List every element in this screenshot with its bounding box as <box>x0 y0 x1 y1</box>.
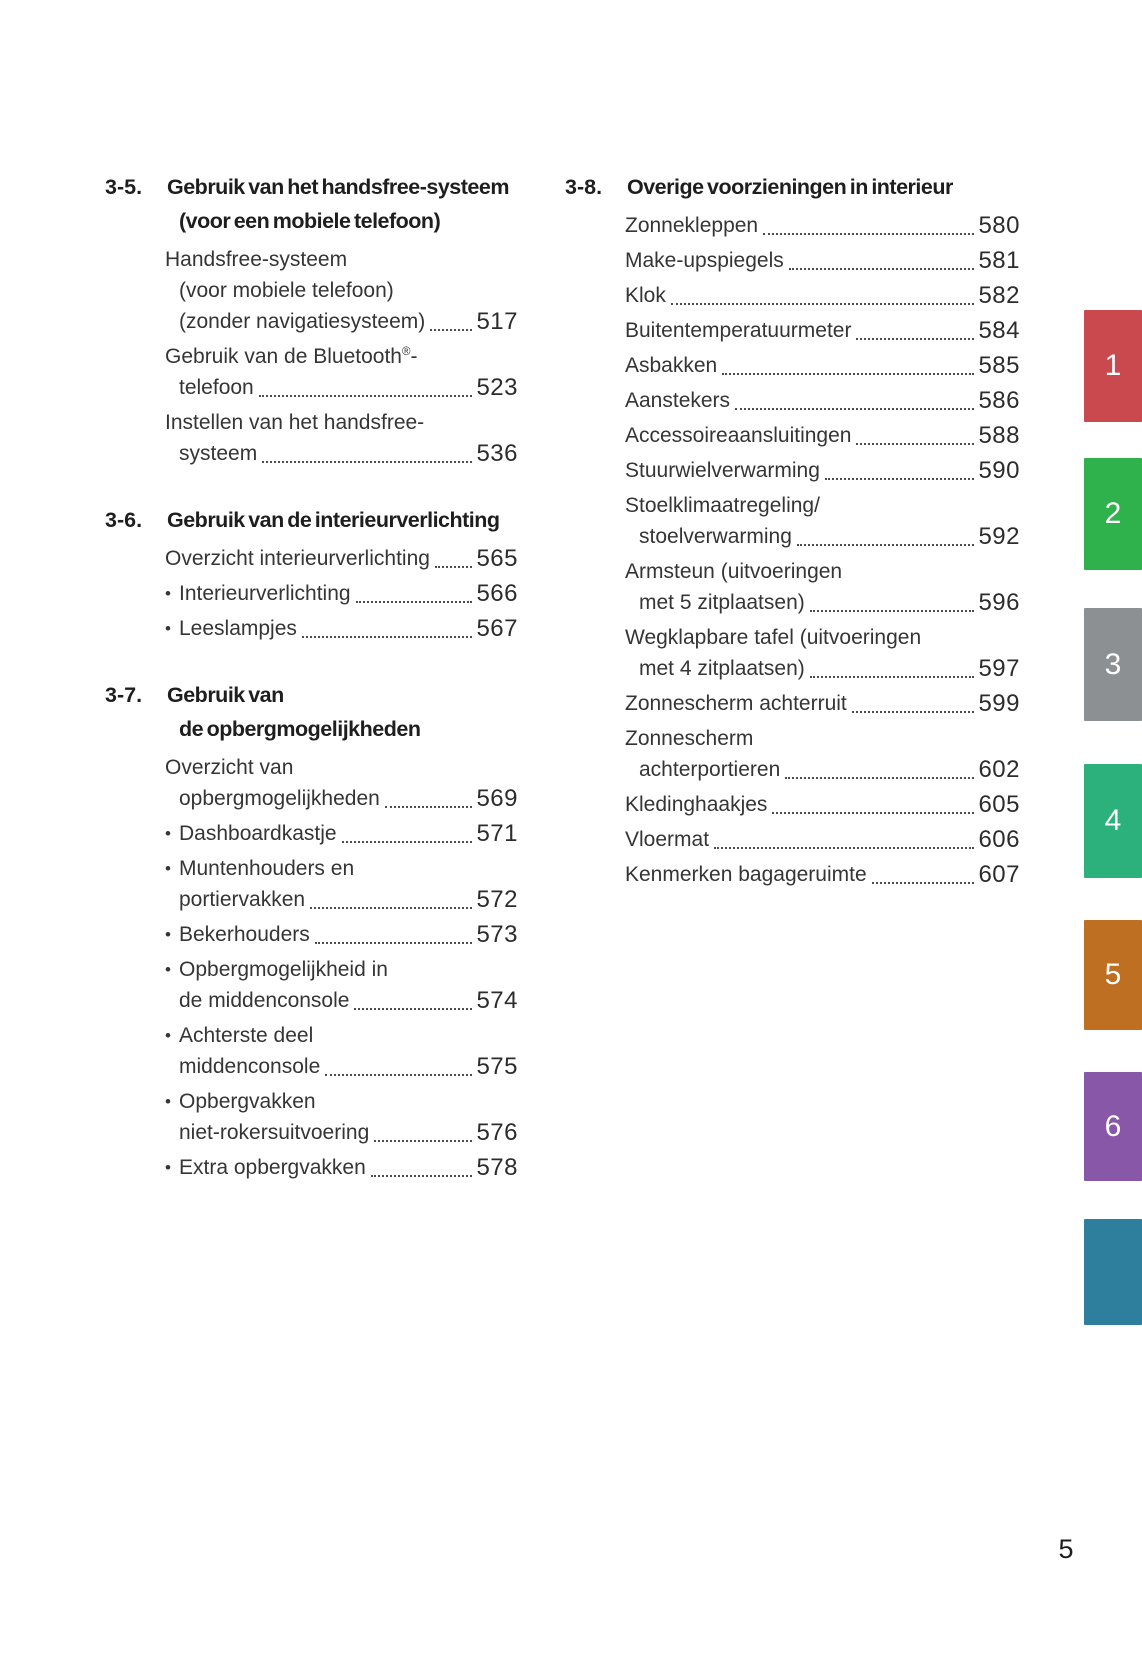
entry-page-number: 588 <box>978 422 1020 449</box>
entry-line <box>165 985 518 1016</box>
entry-line <box>625 587 1020 618</box>
toc-entry <box>625 556 1020 618</box>
toc-entry <box>165 341 518 403</box>
entry-line <box>165 275 518 306</box>
entry-text: Stoelklimaatregeling/ <box>625 494 820 517</box>
chapter-tab-label: 4 <box>1104 804 1122 837</box>
entry-text: • Extra opbergvakken <box>165 1152 366 1183</box>
section-entries <box>565 210 1020 890</box>
entry-page-number: 596 <box>978 589 1020 616</box>
dot-leader <box>342 841 473 843</box>
dot-leader <box>374 1140 472 1142</box>
chapter-tab-6 <box>1084 1072 1142 1181</box>
dot-leader <box>763 233 974 235</box>
entry-text: Overzicht van <box>165 756 294 779</box>
dot-leader <box>371 1175 473 1177</box>
toc-entry <box>165 853 518 915</box>
toc-entry <box>625 688 1020 719</box>
entry-text: Buitentemperatuurmeter <box>625 319 852 342</box>
section-title <box>167 170 518 238</box>
dot-leader <box>310 907 472 909</box>
toc-entry <box>625 622 1020 684</box>
bullet-marker: • <box>165 619 171 638</box>
dot-leader <box>262 461 472 463</box>
entry-line <box>165 783 518 814</box>
entry-text: middenconsole <box>179 1055 321 1078</box>
entry-page-number: 567 <box>476 615 518 642</box>
entry-line <box>165 306 518 337</box>
entry-page-number: 605 <box>978 791 1020 818</box>
dot-leader <box>722 373 974 375</box>
entry-page-number: 597 <box>978 655 1020 682</box>
toc-entry <box>165 543 518 574</box>
entry-line <box>165 818 518 849</box>
chapter-tab-5 <box>1084 920 1142 1030</box>
section-title-line: Overige voorzieningen in interieur <box>627 175 953 199</box>
toc-entry <box>165 1086 518 1148</box>
bullet-marker: • <box>165 1158 171 1177</box>
entry-page-number: 606 <box>978 826 1020 853</box>
entry-text: (zonder navigatiesysteem) <box>179 310 426 333</box>
dot-leader <box>856 338 974 340</box>
entry-line <box>165 884 518 915</box>
entry-text: de middenconsole <box>179 989 350 1012</box>
entry-line <box>165 1117 518 1148</box>
entry-text: achterportieren <box>639 758 781 781</box>
entry-page-number: 566 <box>476 580 518 607</box>
entry-text: Aanstekers <box>625 389 731 412</box>
entry-text: Vloermat <box>625 828 710 851</box>
dot-leader <box>430 329 472 331</box>
entry-line <box>625 455 1020 486</box>
bullet-marker: • <box>165 1026 171 1045</box>
dot-leader <box>825 478 975 480</box>
dot-leader <box>735 408 974 410</box>
entry-line <box>625 490 1020 521</box>
toc-entry <box>165 578 518 609</box>
toc-entry <box>625 210 1020 241</box>
entry-text: systeem <box>179 442 258 465</box>
section-number: 3-8. <box>565 175 603 199</box>
entry-line <box>165 919 518 950</box>
entry-line <box>625 754 1020 785</box>
entry-page-number: 582 <box>978 282 1020 309</box>
entry-text: Kenmerken bagageruimte <box>625 863 867 886</box>
entry-page-number: 592 <box>978 523 1020 550</box>
entry-line <box>165 954 518 985</box>
entry-page-number: 571 <box>476 820 518 847</box>
entry-line <box>165 1152 518 1183</box>
dot-leader <box>872 882 975 884</box>
entry-line <box>165 438 518 469</box>
toc-column-right <box>565 170 1020 924</box>
toc-entry <box>165 919 518 950</box>
dot-leader <box>259 395 473 397</box>
entry-text: portiervakken <box>179 888 306 911</box>
entry-text: • Opbergmogelijkheid in <box>165 958 388 981</box>
bullet-marker: • <box>165 859 171 878</box>
entry-line <box>165 543 518 574</box>
entry-line <box>625 688 1020 719</box>
entry-text: Zonnekleppen <box>625 214 759 237</box>
entry-page-number: 586 <box>978 387 1020 414</box>
entry-text: • Interieurverlichting <box>165 578 351 609</box>
entry-page-number: 584 <box>978 317 1020 344</box>
section-entries <box>105 543 518 644</box>
entry-page-number: 574 <box>476 987 518 1014</box>
entry-line <box>625 210 1020 241</box>
entry-page-number: 602 <box>978 756 1020 783</box>
entry-text: Zonnescherm achterruit <box>625 692 847 715</box>
entry-page-number: 581 <box>978 247 1020 274</box>
toc-entry <box>625 859 1020 890</box>
entry-text: niet-rokersuitvoering <box>179 1121 370 1144</box>
registered-trademark: ® <box>402 346 411 358</box>
toc-columns <box>105 170 1020 1217</box>
entry-page-number: 585 <box>978 352 1020 379</box>
toc-entry <box>165 818 518 849</box>
entry-text: met 5 zitplaatsen) <box>639 591 805 614</box>
dot-leader <box>385 806 473 808</box>
toc-entry <box>165 1152 518 1183</box>
entry-text: met 4 zitplaatsen) <box>639 657 805 680</box>
section-header <box>565 170 1020 204</box>
entry-text: • Dashboardkastje <box>165 818 337 849</box>
entry-text: Instellen van het handsfree- <box>165 411 425 434</box>
entry-line <box>625 824 1020 855</box>
entry-line <box>165 613 518 644</box>
toc-entry <box>625 420 1020 451</box>
chapter-tab-label: 6 <box>1104 1109 1122 1143</box>
entry-text: Gebruik van de Bluetooth®- <box>165 345 418 368</box>
toc-entry <box>165 244 518 337</box>
bullet-marker: • <box>165 1092 171 1111</box>
toc-section <box>105 170 518 469</box>
toc-entry <box>625 245 1020 276</box>
entry-text: Stuurwielverwarming <box>625 459 820 482</box>
entry-text: Klok <box>625 284 666 307</box>
chapter-tab-label: 5 <box>1104 958 1122 991</box>
entry-text: • Opbergvakken <box>165 1090 316 1113</box>
section-title <box>167 503 518 537</box>
chapter-tab-label: 1 <box>1104 349 1122 382</box>
entry-line <box>625 622 1020 653</box>
bullet-marker: • <box>165 960 171 979</box>
entry-text: Accessoireaansluitingen <box>625 424 852 447</box>
entry-page-number: 580 <box>978 212 1020 239</box>
entry-page-number: 565 <box>476 545 518 572</box>
toc-entry <box>625 315 1020 346</box>
chapter-tab-label: 2 <box>1104 497 1122 530</box>
entry-line <box>625 245 1020 276</box>
toc-entry <box>165 1020 518 1082</box>
section-title-line: Gebruik van <box>167 683 284 707</box>
section-entries <box>105 244 518 469</box>
section-title <box>167 678 518 746</box>
toc-entry <box>625 789 1020 820</box>
dot-leader <box>797 544 975 546</box>
section-number: 3-7. <box>105 683 143 707</box>
entry-line <box>625 521 1020 552</box>
entry-line <box>625 350 1020 381</box>
entry-text: telefoon <box>179 376 254 399</box>
entry-text: stoelverwarming <box>639 525 792 548</box>
dot-leader <box>435 566 473 568</box>
section-header <box>105 678 518 746</box>
entry-page-number: 523 <box>476 374 518 401</box>
entry-text: Make-upspiegels <box>625 249 784 272</box>
entry-line <box>625 556 1020 587</box>
entry-line <box>625 315 1020 346</box>
dot-leader <box>852 711 975 713</box>
bullet-marker: • <box>165 584 171 603</box>
entry-text: • Achterste deel <box>165 1024 313 1047</box>
entry-line <box>165 752 518 783</box>
bullet-marker: • <box>165 925 171 944</box>
entry-line <box>165 1051 518 1082</box>
entry-line <box>625 385 1020 416</box>
entry-text: • Muntenhouders en <box>165 857 354 880</box>
dot-leader <box>810 610 975 612</box>
entry-line <box>165 341 518 372</box>
chapter-tab-3 <box>1084 608 1142 721</box>
entry-text: Asbakken <box>625 354 718 377</box>
entry-page-number: 572 <box>476 886 518 913</box>
entry-text: Overzicht interieurverlichting <box>165 547 430 570</box>
chapter-tab-label: 3 <box>1104 647 1122 681</box>
dot-leader <box>354 1008 472 1010</box>
toc-column-left <box>105 170 518 1217</box>
entry-page-number: 607 <box>978 861 1020 888</box>
section-title <box>627 170 1020 204</box>
toc-entry <box>625 723 1020 785</box>
entry-line <box>165 1020 518 1051</box>
dot-leader <box>785 777 974 779</box>
entry-line <box>625 653 1020 684</box>
entry-text: • Bekerhouders <box>165 919 310 950</box>
entry-text: opbergmogelijkheden <box>179 787 380 810</box>
entry-page-number: 573 <box>476 921 518 948</box>
entry-page-number: 599 <box>978 690 1020 717</box>
entry-line <box>625 723 1020 754</box>
dot-leader <box>356 601 473 603</box>
section-header <box>105 503 518 537</box>
page-number: 5 <box>1058 1534 1074 1564</box>
entry-line <box>165 578 518 609</box>
entry-text: Handsfree-systeem <box>165 248 348 271</box>
entry-line <box>165 407 518 438</box>
dot-leader <box>671 303 975 305</box>
entry-line <box>625 420 1020 451</box>
entry-page-number: 576 <box>476 1119 518 1146</box>
section-header <box>105 170 518 238</box>
entry-page-number: 575 <box>476 1053 518 1080</box>
entry-text: • Leeslampjes <box>165 613 297 644</box>
entry-line <box>165 1086 518 1117</box>
toc-entry <box>165 752 518 814</box>
dot-leader <box>789 268 975 270</box>
entry-line <box>165 372 518 403</box>
entry-text: Wegklapbare tafel (uitvoeringen <box>625 626 922 649</box>
section-entries <box>105 752 518 1183</box>
dot-leader <box>772 812 974 814</box>
chapter-tab-blank <box>1084 1219 1142 1325</box>
entry-line <box>165 244 518 275</box>
bullet-marker: • <box>165 824 171 843</box>
toc-entry <box>625 490 1020 552</box>
section-number: 3-6. <box>105 508 143 532</box>
section-title-line: (voor een mobiele telefoon) <box>179 209 441 233</box>
entry-line <box>165 853 518 884</box>
toc-entry <box>165 613 518 644</box>
entry-line <box>625 280 1020 311</box>
dot-leader <box>315 942 473 944</box>
chapter-tab-4 <box>1084 764 1142 878</box>
entry-text: Armsteun (uitvoeringen <box>625 560 843 583</box>
toc-entry <box>625 455 1020 486</box>
toc-section <box>105 503 518 644</box>
dot-leader <box>302 636 473 638</box>
toc-entry <box>625 350 1020 381</box>
dot-leader <box>810 676 975 678</box>
section-title-line: Gebruik van het handsfree-systeem <box>167 175 509 199</box>
dot-leader <box>714 847 974 849</box>
section-title-line: Gebruik van de interieurverlichting <box>167 508 500 532</box>
entry-line <box>625 789 1020 820</box>
dot-leader <box>325 1074 472 1076</box>
chapter-tab-2 <box>1084 458 1142 570</box>
entry-page-number: 517 <box>476 308 518 335</box>
entry-line <box>625 859 1020 890</box>
toc-section <box>565 170 1020 890</box>
toc-entry <box>625 824 1020 855</box>
toc-entry <box>625 280 1020 311</box>
dot-leader <box>856 443 974 445</box>
section-title-line: de opbergmogelijkheden <box>179 717 421 741</box>
chapter-tab-1 <box>1084 310 1142 422</box>
entry-text: Kledinghaakjes <box>625 793 768 816</box>
toc-section <box>105 678 518 1183</box>
section-number: 3-5. <box>105 175 143 199</box>
toc-entry <box>165 407 518 469</box>
entry-page-number: 569 <box>476 785 518 812</box>
entry-page-number: 590 <box>978 457 1020 484</box>
toc-entry <box>165 954 518 1016</box>
toc-entry <box>625 385 1020 416</box>
entry-page-number: 536 <box>476 440 518 467</box>
entry-text: Zonnescherm <box>625 727 754 750</box>
entry-text: (voor mobiele telefoon) <box>179 279 394 302</box>
entry-page-number: 578 <box>476 1154 518 1181</box>
